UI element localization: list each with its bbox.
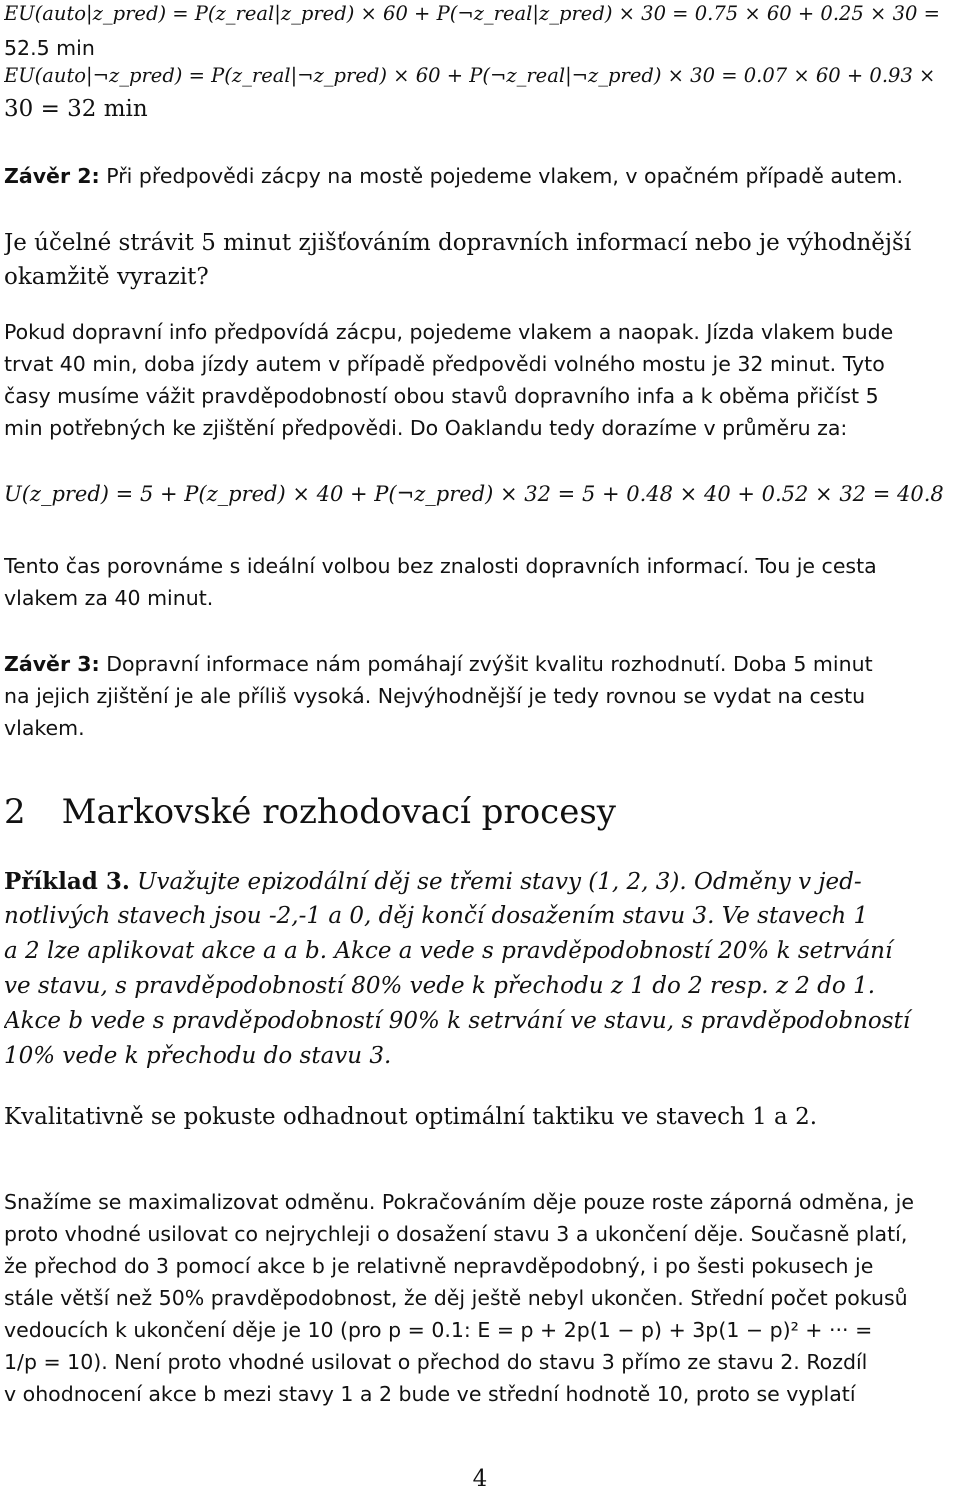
paragraph-line: vlakem za 40 minut. [4,586,214,610]
conclusion-text: Při předpovědi zácpy na mostě pojedeme vlakem, v opačném případě autem. [99,164,904,188]
formula-line: EU(auto|¬z_pred) = P(z_real|¬z_pred) × 60 + P(¬z_real|¬z_pred) × 30 = 0.07 × 60 + 0.93 × [4,64,936,87]
formula-line: 52.5 min [4,36,95,60]
example-line: a 2 lze aplikovat akce a a b. Akce a vede s pravděpodobností 20% k setrvání [4,938,893,964]
conclusion-label: Závěr 3: [4,652,100,676]
paragraph-line: Tento čas porovnáme s ideální volbou bez znalosti dopravních informací. Tou je cesta [4,554,877,578]
question-line: okamžitě vyrazit? [4,264,209,290]
section-title: Markovské rozhodovací procesy [61,792,616,832]
paragraph-line: vedoucích k ukončení děje je 10 (pro p = 0.1: E = p + 2p(1 − p) + 3p(1 − p)² + ··· = [4,1318,873,1342]
paragraph-line: trvat 40 min, doba jízdy autem v případě předpovědi volného mostu je 32 minut. Tyto [4,352,885,376]
paragraph-line: že přechod do 3 pomocí akce b je relativně nepravděpodobný, i po šesti pokusech je [4,1254,874,1278]
example-text: Uvažujte epizodální děj se třemi stavy (1, 2, 3). Odměny v jed- [129,869,862,895]
paragraph-line: Snažíme se maximalizovat odměnu. Pokračováním děje pouze roste záporná odměna, je [4,1190,914,1214]
conclusion-line: vlakem. [4,716,85,740]
page-number: 4 [472,1466,488,1492]
question-line: Je účelné strávit 5 minut zjišťováním dopravních informací nebo je výhodnější [4,230,912,256]
example-label: Příklad 3. [4,868,130,895]
paragraph-line: min potřebných ke zjištění předpovědi. Do Oaklandu tedy dorazíme v průměru za: [4,416,848,440]
paragraph-line: v ohodnocení akce b mezi stavy 1 a 2 bude ve střední hodnotě 10, proto se vyplatí [4,1382,856,1406]
example-line: ve stavu, s pravděpodobností 80% vede k přechodu z 1 do 2 resp. z 2 do 1. [4,973,876,999]
conclusion-2 [4,164,952,188]
example-first-line [4,868,952,895]
formula-line: EU(auto|z_pred) = P(z_real|z_pred) × 60 + P(¬z_real|z_pred) × 30 = 0.75 × 60 + 0.25 × 30 = [4,2,940,25]
utility-formula: U(z_pred) = 5 + P(z_pred) × 40 + P(¬z_pred) × 32 = 5 + 0.48 × 40 + 0.52 × 32 = 40.8 [4,482,944,506]
formula-line: 30 = 32 min [4,96,148,122]
paragraph-line: stále větší než 50% pravděpodobnost, že děj ještě nebyl ukončen. Střední počet pokusů [4,1286,908,1310]
conclusion-line: na jejich zjištění je ale příliš vysoká. Nejvýhodnější je tedy rovnou se vydat na cestu [4,684,866,708]
example-line: 10% vede k přechodu do stavu 3. [4,1043,392,1069]
conclusion-text: Dopravní informace nám pomáhají zvýšit kvalitu rozhodnutí. Doba 5 minut [99,652,873,676]
conclusion-3 [4,652,952,676]
paragraph-line: 1/p = 10). Není proto vhodné usilovat o přechod do stavu 3 přímo ze stavu 2. Rozdíl [4,1350,868,1374]
paragraph-line: Pokud dopravní info předpovídá zácpu, pojedeme vlakem a naopak. Jízda vlakem bude [4,320,894,344]
question-line: Kvalitativně se pokuste odhadnout optimální taktiku ve stavech 1 a 2. [4,1104,818,1130]
paragraph-line: proto vhodné usilovat co nejrychleji o dosažení stavu 3 a ukončení děje. Současně platí, [4,1222,908,1246]
example-line: Akce b vede s pravděpodobností 90% k setrvání ve stavu, s pravděpodobností [4,1008,911,1034]
conclusion-label: Závěr 2: [4,164,100,188]
example-line: notlivých stavech jsou -2,-1 a 0, děj končí dosažením stavu 3. Ve stavech 1 [4,903,869,929]
section-heading [4,792,616,832]
paragraph-line: časy musíme vážit pravděpodobností obou stavů dopravního infa a k oběma přičíst 5 [4,384,879,408]
section-number: 2 [4,792,26,832]
